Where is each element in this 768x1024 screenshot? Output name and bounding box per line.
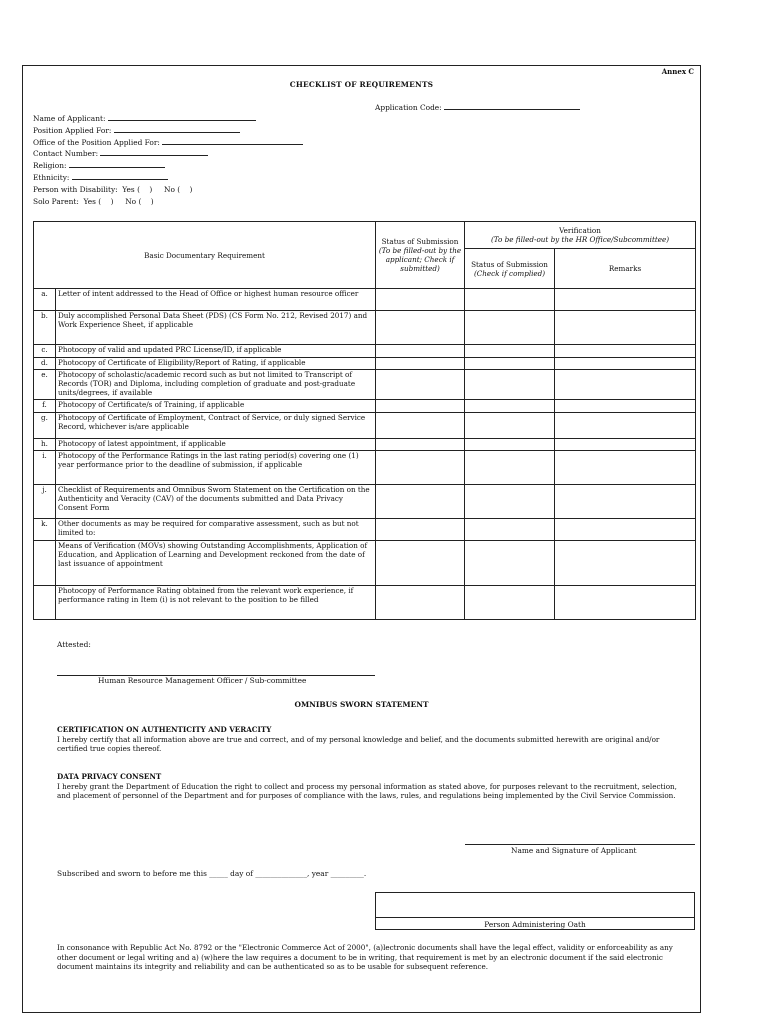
table-row	[34, 400, 696, 413]
row-letter: b.	[34, 311, 56, 345]
status-hr-cell[interactable]	[465, 519, 555, 541]
row-requirement: Duly accomplished Personal Data Sheet (PDS) (CS Form No. 212, Revised 2017) and Work Experience Sheet, if applicable	[56, 311, 376, 345]
row-letter: h.	[34, 439, 56, 451]
field-religion	[33, 161, 303, 173]
status-hr-cell[interactable]	[465, 289, 555, 311]
row-requirement: Photocopy of valid and updated PRC License/ID, if applicable	[56, 345, 376, 358]
remarks-cell[interactable]	[555, 451, 696, 485]
status-applicant-cell[interactable]	[376, 485, 465, 519]
remarks-cell[interactable]	[555, 289, 696, 311]
status-applicant-cell[interactable]	[376, 358, 465, 370]
omnibus-title: OMNIBUS SWORN STATEMENT	[294, 700, 429, 709]
remarks-cell[interactable]	[555, 519, 696, 541]
status-applicant-cell[interactable]	[376, 519, 465, 541]
applicant-signature-label: Name and Signature of Applicant	[511, 846, 637, 855]
name-line[interactable]	[108, 114, 256, 121]
status-hr-title: Status of Submission	[471, 259, 548, 269]
row-letter	[34, 586, 56, 620]
office-line[interactable]	[162, 138, 303, 145]
status-title: Status of Submission	[381, 237, 459, 246]
table-row	[34, 439, 696, 451]
office-label: Office of the Position Applied For:	[33, 137, 160, 147]
table-row	[34, 451, 696, 485]
e-commerce-notice: In consonance with Republic Act No. 8792 or the "Electronic Commerce Act of 2000", (a)lectronic documents shall have the legal effect, validity or enforceability as any other document or legal writing and a) (w)here the law requires a document to be in writing, that requirement is met by an electronic document if the said electronic document maintains its integrity and reliability and can be authenticated so as to be usable for subsequent reference.	[57, 943, 673, 972]
field-contact	[33, 149, 303, 161]
header-status-hr	[465, 249, 555, 289]
table-row	[34, 541, 696, 586]
requirements-body	[34, 289, 696, 620]
status-note: (To be filled-out by the applicant; Check if submitted)	[378, 246, 462, 273]
application-code-label: Application Code:	[375, 103, 442, 112]
attested-label: Attested:	[57, 640, 91, 649]
status-hr-cell[interactable]	[465, 439, 555, 451]
sworn-statement: Subscribed and sworn to before me this _____ day of ______________, year _________.	[57, 869, 367, 878]
page-title: CHECKLIST OF REQUIREMENTS	[289, 80, 434, 89]
remarks-cell[interactable]	[555, 400, 696, 413]
ethnicity-line[interactable]	[72, 173, 168, 180]
table-row	[34, 358, 696, 370]
privacy-section	[57, 772, 687, 801]
position-label: Position Applied For:	[33, 125, 112, 135]
contact-line[interactable]	[100, 149, 208, 156]
field-solo-parent[interactable]: Solo Parent: Yes ( ) No ( )	[33, 196, 154, 206]
row-letter: j.	[34, 485, 56, 519]
certification-heading: CERTIFICATION ON AUTHENTICITY AND VERACITY	[57, 725, 272, 734]
religion-label: Religion:	[33, 161, 67, 171]
row-letter: e.	[34, 370, 56, 400]
status-hr-cell[interactable]	[465, 311, 555, 345]
status-hr-cell[interactable]	[465, 485, 555, 519]
document-frame	[22, 65, 701, 1013]
row-requirement: Means of Verification (MOVs) showing Outstanding Accomplishments, Application of Education, and Application of Learning and Development reckoned from the date of last issuance of appointment	[56, 541, 376, 586]
status-applicant-cell[interactable]	[376, 311, 465, 345]
status-hr-cell[interactable]	[465, 370, 555, 400]
field-name	[33, 114, 303, 126]
table-row	[34, 345, 696, 358]
status-hr-cell[interactable]	[465, 451, 555, 485]
row-letter: g.	[34, 413, 56, 439]
position-line[interactable]	[114, 126, 240, 133]
oath-label: Person Administering Oath	[484, 920, 586, 929]
ethnicity-label: Ethnicity:	[33, 172, 70, 182]
oath-divider	[376, 917, 694, 918]
row-letter	[34, 541, 56, 586]
status-applicant-cell[interactable]	[376, 541, 465, 586]
remarks-cell[interactable]	[555, 358, 696, 370]
row-letter: c.	[34, 345, 56, 358]
field-ethnicity	[33, 173, 303, 185]
applicant-fields	[33, 114, 303, 208]
row-requirement: Photocopy of scholastic/academic record such as but not limited to Transcript of Records (TOR) and Diploma, including completion of graduate and post-graduate units/degrees, if available	[56, 370, 376, 400]
status-applicant-cell[interactable]	[376, 345, 465, 358]
status-applicant-cell[interactable]	[376, 413, 465, 439]
table-row	[34, 519, 696, 541]
status-applicant-cell[interactable]	[376, 586, 465, 620]
field-office	[33, 138, 303, 150]
verification-title: Verification	[559, 226, 601, 235]
requirements-table	[33, 221, 696, 620]
row-requirement: Other documents as may be required for comparative assessment, such as but not limited to:	[56, 519, 376, 541]
table-row	[34, 370, 696, 400]
table-row	[34, 485, 696, 519]
header-status-applicant	[376, 222, 465, 289]
certification-section	[57, 725, 687, 754]
status-applicant-cell[interactable]	[376, 451, 465, 485]
field-pwd[interactable]: Person with Disability: Yes ( ) No ( )	[33, 184, 193, 194]
status-applicant-cell[interactable]	[376, 370, 465, 400]
oath-box[interactable]	[375, 892, 695, 930]
application-code-field	[375, 103, 580, 112]
row-requirement: Photocopy of the Performance Ratings in the last rating period(s) covering one (1) year performance prior to the deadline of submission, if applicable	[56, 451, 376, 485]
field-position	[33, 126, 303, 138]
verification-note: (To be filled-out by the HR Office/Subcommittee)	[490, 235, 670, 244]
table-row	[34, 289, 696, 311]
religion-line[interactable]	[69, 161, 165, 168]
name-label: Name of Applicant:	[33, 114, 106, 123]
header-remarks: Remarks	[555, 249, 696, 289]
hr-officer-label: Human Resource Management Officer / Sub-committee	[98, 676, 307, 685]
table-row	[34, 586, 696, 620]
remarks-cell[interactable]	[555, 413, 696, 439]
status-applicant-cell[interactable]	[376, 289, 465, 311]
remarks-cell[interactable]	[555, 541, 696, 586]
annex-label: Annex C	[661, 67, 694, 76]
row-requirement: Photocopy of Certificate/s of Training, if applicable	[56, 400, 376, 413]
status-hr-note: (Check if complied)	[473, 268, 546, 278]
status-hr-cell[interactable]	[465, 400, 555, 413]
status-applicant-cell[interactable]	[376, 439, 465, 451]
row-requirement: Photocopy of Performance Rating obtained from the relevant work experience, if performance rating in Item (i) is not relevant to the position to be filled	[56, 586, 376, 620]
remarks-cell[interactable]	[555, 370, 696, 400]
row-requirement: Photocopy of Certificate of Employment, Contract of Service, or duly signed Service Record, whichever is/are applicable	[56, 413, 376, 439]
row-requirement: Photocopy of latest appointment, if applicable	[56, 439, 376, 451]
header-verification	[465, 222, 696, 249]
row-letter: k.	[34, 519, 56, 541]
row-requirement: Letter of intent addressed to the Head of Office or highest human resource officer	[56, 289, 376, 311]
row-letter: a.	[34, 289, 56, 311]
row-letter: f.	[34, 400, 56, 413]
header-requirement: Basic Documentary Requirement	[34, 222, 376, 289]
row-requirement: Checklist of Requirements and Omnibus Sworn Statement on the Certification on the Authenticity and Veracity (CAV) of the documents submitted and Data Privacy Consent Form	[56, 485, 376, 519]
status-applicant-cell[interactable]	[376, 400, 465, 413]
remarks-cell[interactable]	[555, 485, 696, 519]
status-hr-cell[interactable]	[465, 345, 555, 358]
row-letter: i.	[34, 451, 56, 485]
row-letter: d.	[34, 358, 56, 370]
remarks-cell[interactable]	[555, 345, 696, 358]
table-row	[34, 311, 696, 345]
remarks-cell[interactable]	[555, 586, 696, 620]
status-hr-cell[interactable]	[465, 358, 555, 370]
application-code-line[interactable]	[444, 103, 580, 110]
privacy-heading: DATA PRIVACY CONSENT	[57, 772, 162, 781]
applicant-signature-line[interactable]	[465, 844, 695, 845]
certification-body: I hereby certify that all information above are true and correct, and of my personal knowledge and belief, and the documents submitted herewith are original and/or certified true copies thereof.	[57, 734, 660, 754]
contact-label: Contact Number:	[33, 149, 99, 159]
status-hr-cell[interactable]	[465, 541, 555, 586]
status-hr-cell[interactable]	[465, 413, 555, 439]
table-row	[34, 413, 696, 439]
remarks-cell[interactable]	[555, 439, 696, 451]
row-requirement: Photocopy of Certificate of Eligibility/Report of Rating, if applicable	[56, 358, 376, 370]
status-hr-cell[interactable]	[465, 586, 555, 620]
remarks-cell[interactable]	[555, 311, 696, 345]
privacy-body: I hereby grant the Department of Education the right to collect and process my personal information as stated above, for purposes relevant to the recruitment, selection, and placement of personnel of the Department and for purposes of compliance with the laws, rules, and regulations being implemented by the Civil Service Commission.	[57, 781, 677, 801]
